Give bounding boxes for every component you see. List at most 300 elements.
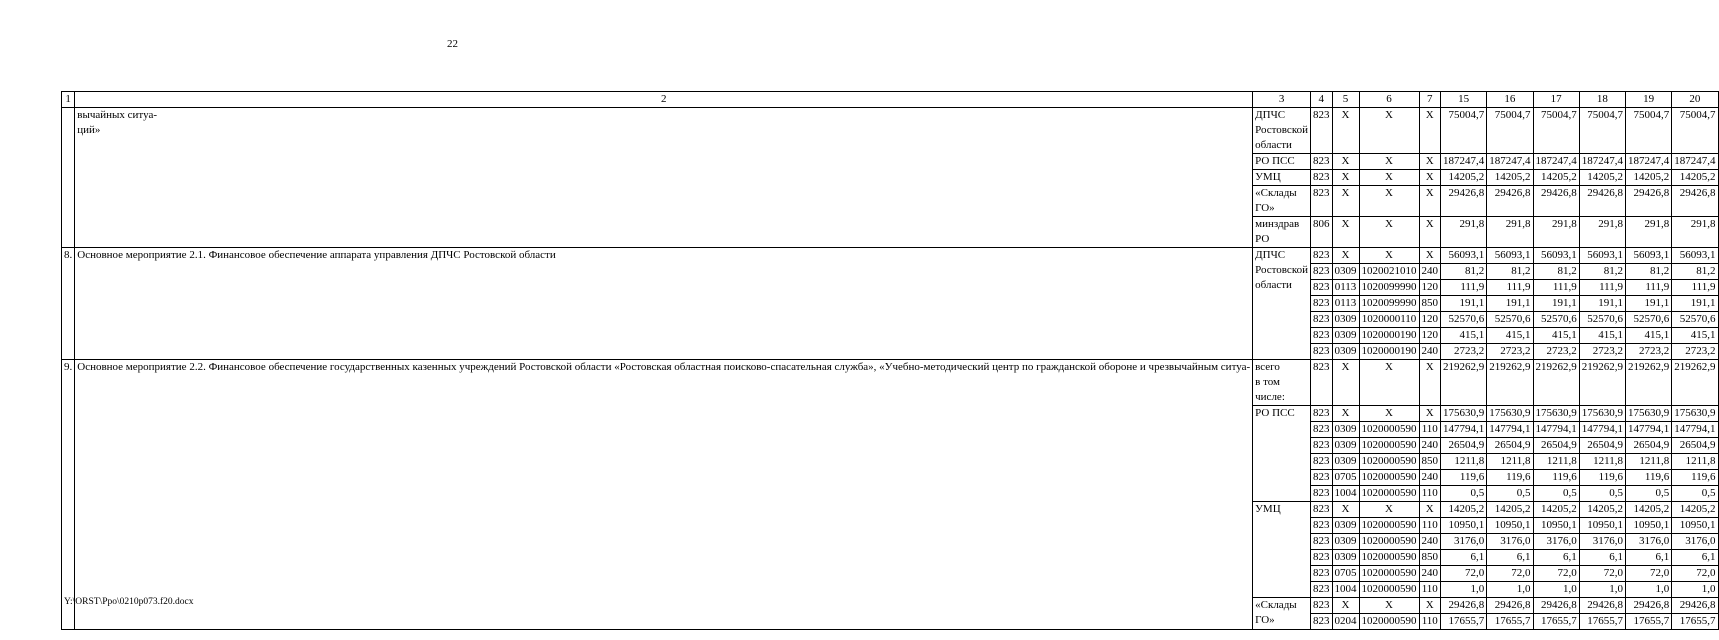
value-cell: 72,0 bbox=[1672, 566, 1718, 582]
col-csr: 1020000110 bbox=[1359, 312, 1419, 328]
value-cell: 187247,4 bbox=[1441, 154, 1487, 170]
value-cell: 1,0 bbox=[1672, 582, 1718, 598]
col-grbs: 806 bbox=[1311, 217, 1333, 248]
value-cell: 14205,2 bbox=[1579, 170, 1625, 186]
value-cell: 1,0 bbox=[1579, 582, 1625, 598]
value-cell: 52570,6 bbox=[1579, 312, 1625, 328]
row-description: вычайных ситуа- ций» bbox=[75, 108, 1253, 248]
col-vr: 110 bbox=[1419, 422, 1441, 438]
value-cell: 111,9 bbox=[1487, 280, 1533, 296]
value-cell: 26504,9 bbox=[1441, 438, 1487, 454]
value-cell: 219262,9 bbox=[1579, 360, 1625, 406]
value-cell: 81,2 bbox=[1672, 264, 1718, 280]
col-rzpr: Х bbox=[1332, 217, 1359, 248]
col-vr: Х bbox=[1419, 360, 1441, 406]
col-csr: 1020000590 bbox=[1359, 470, 1419, 486]
value-cell: 2723,2 bbox=[1672, 344, 1718, 360]
col-grbs: 823 bbox=[1311, 296, 1333, 312]
value-cell: 175630,9 bbox=[1672, 406, 1718, 422]
value-cell: 191,1 bbox=[1672, 296, 1718, 312]
value-cell: 52570,6 bbox=[1533, 312, 1579, 328]
value-cell: 17655,7 bbox=[1579, 614, 1625, 630]
col-csr: 1020000590 bbox=[1359, 614, 1419, 630]
value-cell: 52570,6 bbox=[1672, 312, 1718, 328]
value-cell: 26504,9 bbox=[1672, 438, 1718, 454]
value-cell: 81,2 bbox=[1579, 264, 1625, 280]
value-cell: 29426,8 bbox=[1533, 598, 1579, 614]
header-col-3: 3 bbox=[1253, 92, 1311, 108]
row-executor: ДПЧС Ростовской области bbox=[1253, 248, 1311, 360]
col-vr: Х bbox=[1419, 406, 1441, 422]
col-rzpr: 0309 bbox=[1332, 518, 1359, 534]
value-cell: 1,0 bbox=[1487, 582, 1533, 598]
value-cell: 3176,0 bbox=[1441, 534, 1487, 550]
budget-table bbox=[61, 91, 1719, 630]
value-cell: 2723,2 bbox=[1626, 344, 1672, 360]
col-rzpr: Х bbox=[1332, 186, 1359, 217]
col-grbs: 823 bbox=[1311, 170, 1333, 186]
value-cell: 26504,9 bbox=[1487, 438, 1533, 454]
value-cell: 0,5 bbox=[1579, 486, 1625, 502]
value-cell: 415,1 bbox=[1533, 328, 1579, 344]
row-executor: УМЦ bbox=[1253, 502, 1311, 598]
value-cell: 52570,6 bbox=[1487, 312, 1533, 328]
value-cell: 29426,8 bbox=[1487, 186, 1533, 217]
col-vr: 110 bbox=[1419, 582, 1441, 598]
value-cell: 1,0 bbox=[1441, 582, 1487, 598]
value-cell: 415,1 bbox=[1579, 328, 1625, 344]
value-cell: 3176,0 bbox=[1672, 534, 1718, 550]
value-cell: 26504,9 bbox=[1626, 438, 1672, 454]
col-vr: 110 bbox=[1419, 614, 1441, 630]
value-cell: 111,9 bbox=[1579, 280, 1625, 296]
value-cell: 14205,2 bbox=[1533, 170, 1579, 186]
col-vr: 850 bbox=[1419, 454, 1441, 470]
value-cell: 17655,7 bbox=[1626, 614, 1672, 630]
value-cell: 187247,4 bbox=[1672, 154, 1718, 170]
col-csr: 1020021010 bbox=[1359, 264, 1419, 280]
header-col-18: 18 bbox=[1579, 92, 1625, 108]
col-csr: 1020000190 bbox=[1359, 328, 1419, 344]
header-col-20: 20 bbox=[1672, 92, 1718, 108]
col-csr: 1020000590 bbox=[1359, 518, 1419, 534]
row-number bbox=[62, 108, 75, 248]
header-col-19: 19 bbox=[1626, 92, 1672, 108]
value-cell: 29426,8 bbox=[1672, 186, 1718, 217]
col-grbs: 823 bbox=[1311, 534, 1333, 550]
value-cell: 29426,8 bbox=[1672, 598, 1718, 614]
col-grbs: 823 bbox=[1311, 248, 1333, 264]
col-vr: 240 bbox=[1419, 264, 1441, 280]
value-cell: 14205,2 bbox=[1441, 170, 1487, 186]
value-cell: 291,8 bbox=[1672, 217, 1718, 248]
value-cell: 10950,1 bbox=[1441, 518, 1487, 534]
value-cell: 187247,4 bbox=[1626, 154, 1672, 170]
value-cell: 291,8 bbox=[1487, 217, 1533, 248]
row-number: 9. bbox=[62, 360, 75, 630]
footer-file-path: Y:\ORST\Ppo\0210p073.f20.docx bbox=[64, 597, 194, 607]
value-cell: 56093,1 bbox=[1579, 248, 1625, 264]
value-cell: 17655,7 bbox=[1533, 614, 1579, 630]
col-grbs: 823 bbox=[1311, 406, 1333, 422]
col-csr: Х bbox=[1359, 154, 1419, 170]
col-vr: Х bbox=[1419, 186, 1441, 217]
value-cell: 187247,4 bbox=[1533, 154, 1579, 170]
col-csr: 1020099990 bbox=[1359, 296, 1419, 312]
col-rzpr: Х bbox=[1332, 502, 1359, 518]
value-cell: 119,6 bbox=[1579, 470, 1625, 486]
col-csr: 1020000590 bbox=[1359, 582, 1419, 598]
col-vr: 110 bbox=[1419, 486, 1441, 502]
value-cell: 415,1 bbox=[1672, 328, 1718, 344]
col-rzpr: 0113 bbox=[1332, 280, 1359, 296]
value-cell: 119,6 bbox=[1672, 470, 1718, 486]
value-cell: 0,5 bbox=[1533, 486, 1579, 502]
col-vr: 120 bbox=[1419, 328, 1441, 344]
col-vr: Х bbox=[1419, 170, 1441, 186]
value-cell: 191,1 bbox=[1579, 296, 1625, 312]
col-grbs: 823 bbox=[1311, 518, 1333, 534]
value-cell: 291,8 bbox=[1626, 217, 1672, 248]
value-cell: 147794,1 bbox=[1672, 422, 1718, 438]
col-rzpr: Х bbox=[1332, 406, 1359, 422]
col-grbs: 823 bbox=[1311, 422, 1333, 438]
value-cell: 119,6 bbox=[1441, 470, 1487, 486]
value-cell: 6,1 bbox=[1626, 550, 1672, 566]
col-csr: Х bbox=[1359, 502, 1419, 518]
value-cell: 191,1 bbox=[1626, 296, 1672, 312]
value-cell: 75004,7 bbox=[1626, 108, 1672, 154]
value-cell: 191,1 bbox=[1441, 296, 1487, 312]
col-vr: 240 bbox=[1419, 470, 1441, 486]
col-grbs: 823 bbox=[1311, 312, 1333, 328]
col-rzpr: 0113 bbox=[1332, 296, 1359, 312]
value-cell: 1211,8 bbox=[1533, 454, 1579, 470]
value-cell: 2723,2 bbox=[1579, 344, 1625, 360]
col-rzpr: Х bbox=[1332, 170, 1359, 186]
col-csr: Х bbox=[1359, 108, 1419, 154]
header-col-5: 5 bbox=[1332, 92, 1359, 108]
row-executor: минздрав РО bbox=[1253, 217, 1311, 248]
value-cell: 1,0 bbox=[1533, 582, 1579, 598]
col-rzpr: 0705 bbox=[1332, 470, 1359, 486]
col-csr: 1020099990 bbox=[1359, 280, 1419, 296]
value-cell: 72,0 bbox=[1441, 566, 1487, 582]
col-grbs: 823 bbox=[1311, 438, 1333, 454]
col-grbs: 823 bbox=[1311, 154, 1333, 170]
col-csr: Х bbox=[1359, 186, 1419, 217]
header-col-16: 16 bbox=[1487, 92, 1533, 108]
value-cell: 119,6 bbox=[1626, 470, 1672, 486]
value-cell: 17655,7 bbox=[1487, 614, 1533, 630]
page-number: 22 bbox=[447, 38, 458, 50]
value-cell: 291,8 bbox=[1579, 217, 1625, 248]
row-executor: ДПЧС Ростовской области bbox=[1253, 108, 1311, 154]
col-grbs: 823 bbox=[1311, 550, 1333, 566]
col-grbs: 823 bbox=[1311, 454, 1333, 470]
value-cell: 14205,2 bbox=[1626, 170, 1672, 186]
value-cell: 29426,8 bbox=[1579, 598, 1625, 614]
value-cell: 72,0 bbox=[1533, 566, 1579, 582]
value-cell: 119,6 bbox=[1487, 470, 1533, 486]
value-cell: 0,5 bbox=[1626, 486, 1672, 502]
col-csr: 1020000590 bbox=[1359, 438, 1419, 454]
col-csr: 1020000590 bbox=[1359, 486, 1419, 502]
col-rzpr: 1004 bbox=[1332, 582, 1359, 598]
value-cell: 14205,2 bbox=[1487, 502, 1533, 518]
value-cell: 3176,0 bbox=[1579, 534, 1625, 550]
value-cell: 219262,9 bbox=[1441, 360, 1487, 406]
value-cell: 56093,1 bbox=[1672, 248, 1718, 264]
col-csr: Х bbox=[1359, 360, 1419, 406]
row-description: Основное мероприятие 2.2. Финансовое обеспечение государственных казенных учреждений Ростовской области «Ростовская областная поисково-спасательная служба», «Учебно-методический центр по гражданской обороне и чрезвычайным ситуа- bbox=[75, 360, 1253, 630]
value-cell: 219262,9 bbox=[1487, 360, 1533, 406]
value-cell: 75004,7 bbox=[1672, 108, 1718, 154]
value-cell: 29426,8 bbox=[1487, 598, 1533, 614]
col-grbs: 823 bbox=[1311, 264, 1333, 280]
col-grbs: 823 bbox=[1311, 328, 1333, 344]
value-cell: 29426,8 bbox=[1579, 186, 1625, 217]
value-cell: 56093,1 bbox=[1487, 248, 1533, 264]
value-cell: 81,2 bbox=[1626, 264, 1672, 280]
row-description: Основное мероприятие 2.1. Финансовое обеспечение аппарата управления ДПЧС Ростовской области bbox=[75, 248, 1253, 360]
value-cell: 14205,2 bbox=[1672, 502, 1718, 518]
col-csr: Х bbox=[1359, 598, 1419, 614]
value-cell: 1211,8 bbox=[1672, 454, 1718, 470]
value-cell: 6,1 bbox=[1672, 550, 1718, 566]
header-col-2: 2 bbox=[75, 92, 1253, 108]
col-csr: Х bbox=[1359, 406, 1419, 422]
value-cell: 0,5 bbox=[1672, 486, 1718, 502]
col-csr: Х bbox=[1359, 217, 1419, 248]
value-cell: 291,8 bbox=[1441, 217, 1487, 248]
col-vr: Х bbox=[1419, 248, 1441, 264]
table-row bbox=[62, 248, 1719, 264]
col-rzpr: 0309 bbox=[1332, 454, 1359, 470]
value-cell: 219262,9 bbox=[1626, 360, 1672, 406]
value-cell: 111,9 bbox=[1533, 280, 1579, 296]
header-col-6: 6 bbox=[1359, 92, 1419, 108]
col-grbs: 823 bbox=[1311, 360, 1333, 406]
col-rzpr: 0309 bbox=[1332, 438, 1359, 454]
col-rzpr: Х bbox=[1332, 154, 1359, 170]
col-csr: Х bbox=[1359, 248, 1419, 264]
value-cell: 14205,2 bbox=[1579, 502, 1625, 518]
value-cell: 75004,7 bbox=[1579, 108, 1625, 154]
value-cell: 72,0 bbox=[1487, 566, 1533, 582]
row-number: 8. bbox=[62, 248, 75, 360]
value-cell: 29426,8 bbox=[1441, 186, 1487, 217]
value-cell: 56093,1 bbox=[1441, 248, 1487, 264]
value-cell: 175630,9 bbox=[1626, 406, 1672, 422]
value-cell: 17655,7 bbox=[1441, 614, 1487, 630]
col-vr: 240 bbox=[1419, 566, 1441, 582]
value-cell: 219262,9 bbox=[1672, 360, 1718, 406]
value-cell: 29426,8 bbox=[1626, 598, 1672, 614]
value-cell: 0,5 bbox=[1487, 486, 1533, 502]
value-cell: 29426,8 bbox=[1533, 186, 1579, 217]
value-cell: 147794,1 bbox=[1487, 422, 1533, 438]
value-cell: 56093,1 bbox=[1626, 248, 1672, 264]
col-rzpr: Х bbox=[1332, 108, 1359, 154]
col-csr: 1020000590 bbox=[1359, 422, 1419, 438]
value-cell: 1,0 bbox=[1626, 582, 1672, 598]
header-col-4: 4 bbox=[1311, 92, 1333, 108]
col-grbs: 823 bbox=[1311, 598, 1333, 614]
value-cell: 75004,7 bbox=[1441, 108, 1487, 154]
col-vr: 850 bbox=[1419, 550, 1441, 566]
col-vr: 240 bbox=[1419, 438, 1441, 454]
value-cell: 1211,8 bbox=[1441, 454, 1487, 470]
col-rzpr: 0309 bbox=[1332, 534, 1359, 550]
col-grbs: 823 bbox=[1311, 502, 1333, 518]
value-cell: 10950,1 bbox=[1579, 518, 1625, 534]
value-cell: 415,1 bbox=[1626, 328, 1672, 344]
value-cell: 52570,6 bbox=[1441, 312, 1487, 328]
value-cell: 1211,8 bbox=[1579, 454, 1625, 470]
col-rzpr: 0309 bbox=[1332, 344, 1359, 360]
value-cell: 10950,1 bbox=[1626, 518, 1672, 534]
value-cell: 72,0 bbox=[1626, 566, 1672, 582]
value-cell: 17655,7 bbox=[1672, 614, 1718, 630]
value-cell: 2723,2 bbox=[1533, 344, 1579, 360]
value-cell: 1211,8 bbox=[1487, 454, 1533, 470]
value-cell: 75004,7 bbox=[1533, 108, 1579, 154]
value-cell: 75004,7 bbox=[1487, 108, 1533, 154]
col-rzpr: Х bbox=[1332, 360, 1359, 406]
value-cell: 26504,9 bbox=[1533, 438, 1579, 454]
col-rzpr: 0309 bbox=[1332, 550, 1359, 566]
value-cell: 2723,2 bbox=[1487, 344, 1533, 360]
col-grbs: 823 bbox=[1311, 486, 1333, 502]
col-csr: 1020000590 bbox=[1359, 550, 1419, 566]
value-cell: 29426,8 bbox=[1441, 598, 1487, 614]
value-cell: 3176,0 bbox=[1533, 534, 1579, 550]
col-vr: 240 bbox=[1419, 344, 1441, 360]
col-vr: Х bbox=[1419, 108, 1441, 154]
col-rzpr: 0309 bbox=[1332, 264, 1359, 280]
value-cell: 52570,6 bbox=[1626, 312, 1672, 328]
col-vr: 120 bbox=[1419, 312, 1441, 328]
value-cell: 147794,1 bbox=[1533, 422, 1579, 438]
value-cell: 191,1 bbox=[1487, 296, 1533, 312]
value-cell: 0,5 bbox=[1441, 486, 1487, 502]
value-cell: 415,1 bbox=[1441, 328, 1487, 344]
col-vr: Х bbox=[1419, 502, 1441, 518]
value-cell: 10950,1 bbox=[1533, 518, 1579, 534]
col-rzpr: Х bbox=[1332, 248, 1359, 264]
value-cell: 81,2 bbox=[1441, 264, 1487, 280]
value-cell: 147794,1 bbox=[1626, 422, 1672, 438]
value-cell: 3176,0 bbox=[1626, 534, 1672, 550]
value-cell: 119,6 bbox=[1533, 470, 1579, 486]
col-grbs: 823 bbox=[1311, 582, 1333, 598]
col-vr: 850 bbox=[1419, 296, 1441, 312]
col-vr: 110 bbox=[1419, 518, 1441, 534]
header-col-1: 1 bbox=[62, 92, 75, 108]
col-vr: 240 bbox=[1419, 534, 1441, 550]
col-rzpr: 1004 bbox=[1332, 486, 1359, 502]
value-cell: 14205,2 bbox=[1533, 502, 1579, 518]
value-cell: 147794,1 bbox=[1441, 422, 1487, 438]
header-col-7: 7 bbox=[1419, 92, 1441, 108]
col-rzpr: 0705 bbox=[1332, 566, 1359, 582]
table-row bbox=[62, 360, 1719, 406]
value-cell: 10950,1 bbox=[1487, 518, 1533, 534]
row-executor: УМЦ bbox=[1253, 170, 1311, 186]
value-cell: 10950,1 bbox=[1672, 518, 1718, 534]
value-cell: 147794,1 bbox=[1579, 422, 1625, 438]
col-vr: Х bbox=[1419, 154, 1441, 170]
value-cell: 1211,8 bbox=[1626, 454, 1672, 470]
value-cell: 187247,4 bbox=[1487, 154, 1533, 170]
header-col-17: 17 bbox=[1533, 92, 1579, 108]
value-cell: 175630,9 bbox=[1533, 406, 1579, 422]
col-vr: Х bbox=[1419, 217, 1441, 248]
value-cell: 29426,8 bbox=[1626, 186, 1672, 217]
col-grbs: 823 bbox=[1311, 614, 1333, 630]
col-grbs: 823 bbox=[1311, 186, 1333, 217]
col-vr: 120 bbox=[1419, 280, 1441, 296]
col-grbs: 823 bbox=[1311, 470, 1333, 486]
value-cell: 72,0 bbox=[1579, 566, 1625, 582]
col-grbs: 823 bbox=[1311, 108, 1333, 154]
value-cell: 291,8 bbox=[1533, 217, 1579, 248]
row-executor: РО ПСС bbox=[1253, 406, 1311, 502]
value-cell: 415,1 bbox=[1487, 328, 1533, 344]
col-grbs: 823 bbox=[1311, 566, 1333, 582]
header-col-15: 15 bbox=[1441, 92, 1487, 108]
col-rzpr: 0309 bbox=[1332, 422, 1359, 438]
value-cell: 219262,9 bbox=[1533, 360, 1579, 406]
value-cell: 14205,2 bbox=[1626, 502, 1672, 518]
col-csr: 1020000190 bbox=[1359, 344, 1419, 360]
value-cell: 111,9 bbox=[1672, 280, 1718, 296]
value-cell: 6,1 bbox=[1441, 550, 1487, 566]
value-cell: 3176,0 bbox=[1487, 534, 1533, 550]
row-executor: «Склады ГО» bbox=[1253, 598, 1311, 630]
col-grbs: 823 bbox=[1311, 344, 1333, 360]
col-csr: Х bbox=[1359, 170, 1419, 186]
col-csr: 1020000590 bbox=[1359, 534, 1419, 550]
value-cell: 191,1 bbox=[1533, 296, 1579, 312]
row-executor: всего в том числе: bbox=[1253, 360, 1311, 406]
value-cell: 6,1 bbox=[1579, 550, 1625, 566]
value-cell: 14205,2 bbox=[1441, 502, 1487, 518]
col-rzpr: 0309 bbox=[1332, 328, 1359, 344]
value-cell: 175630,9 bbox=[1579, 406, 1625, 422]
table-header-row bbox=[62, 92, 1719, 108]
row-executor: РО ПСС bbox=[1253, 154, 1311, 170]
value-cell: 175630,9 bbox=[1487, 406, 1533, 422]
table-row bbox=[62, 108, 1719, 154]
value-cell: 14205,2 bbox=[1487, 170, 1533, 186]
value-cell: 6,1 bbox=[1533, 550, 1579, 566]
value-cell: 111,9 bbox=[1626, 280, 1672, 296]
value-cell: 6,1 bbox=[1487, 550, 1533, 566]
value-cell: 187247,4 bbox=[1579, 154, 1625, 170]
col-rzpr: 0204 bbox=[1332, 614, 1359, 630]
col-rzpr: Х bbox=[1332, 598, 1359, 614]
col-csr: 1020000590 bbox=[1359, 454, 1419, 470]
value-cell: 2723,2 bbox=[1441, 344, 1487, 360]
value-cell: 26504,9 bbox=[1579, 438, 1625, 454]
col-vr: Х bbox=[1419, 598, 1441, 614]
value-cell: 81,2 bbox=[1533, 264, 1579, 280]
row-executor: «Склады ГО» bbox=[1253, 186, 1311, 217]
value-cell: 175630,9 bbox=[1441, 406, 1487, 422]
col-rzpr: 0309 bbox=[1332, 312, 1359, 328]
